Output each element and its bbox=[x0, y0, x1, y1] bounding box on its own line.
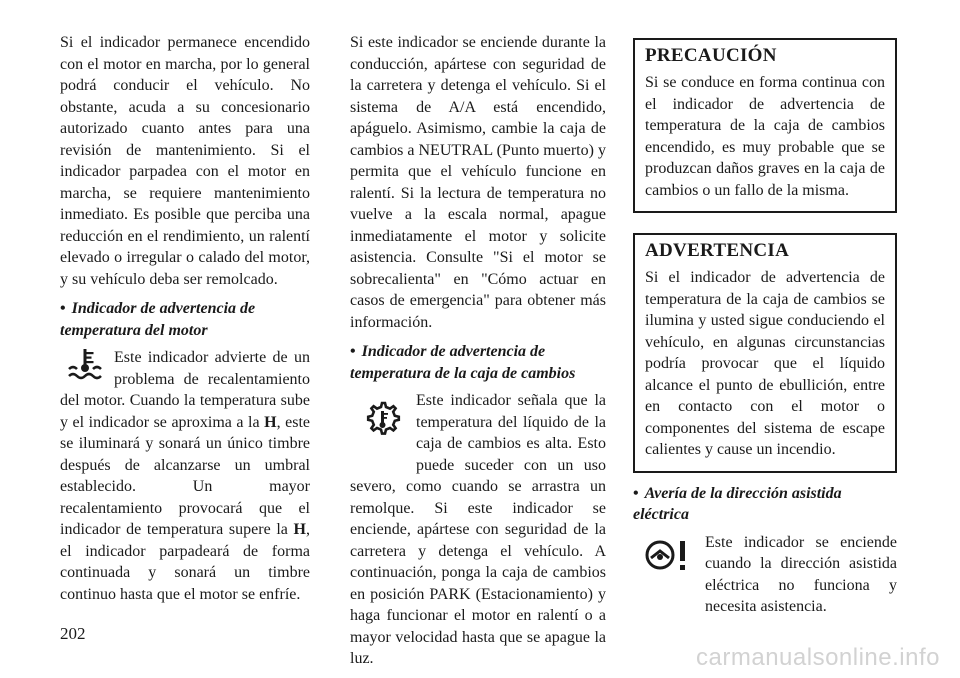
page-number: 202 bbox=[60, 624, 86, 643]
section-heading-power-steering: • Avería de la dirección asistida eléctrica bbox=[633, 484, 842, 523]
engine-coolant-temperature-icon bbox=[60, 347, 110, 387]
warning-box bbox=[633, 233, 897, 473]
steering-wheel-warning-icon bbox=[633, 532, 705, 618]
caution-box bbox=[633, 38, 897, 213]
overheat-paragraph: Si este indicador se enciende durante la conducción, apártese con seguridad de la carretera y detenga el vehículo. Si el sistema de A/A está encendido, apáguelo. Asimismo, cambie la caja de cambios a NEUTRAL (Punto muerto) y permita que el vehículo funcione en ralentí. Si la lectura de temperatura no vuelve a la escala normal, apague inmediatamente el motor y solicite asistencia. Consulte "Si el motor se sobrecalienta" en "Cómo actuar en casos de emergencia" para obtener más información. bbox=[350, 34, 606, 331]
power-steering-body: Este indicador se enciende cuando la dirección asistida eléctrica no funciona y necesita asistencia. bbox=[705, 533, 897, 615]
transmission-temp-block bbox=[350, 390, 606, 670]
intro-paragraph: Si el indicador permanece encendido con el motor en marcha, por lo general podrá conducir el vehículo. No obstante, acuda a su concesionario autorizado cuanto antes para una revisión de mantenimiento. Si el indicador parpadea con el motor en marcha, se requiere mantenimiento inmediato. Es posible que perciba una reducción en el rendimiento, un ralentí elevado o irregular o calado del motor, y su vehículo deba ser remolcado. bbox=[60, 34, 310, 288]
column-left bbox=[60, 32, 310, 605]
column-right bbox=[633, 38, 897, 618]
caution-title: PRECAUCIÓN bbox=[645, 45, 777, 66]
section-heading-engine-temp: • Indicador de advertencia de temperatura del motor bbox=[60, 300, 256, 339]
engine-temp-body-c: , el indicador parpadeará de forma continuada y sonará un timbre continuo hasta que el motor se enfríe. bbox=[60, 521, 310, 603]
bullet-icon: • bbox=[633, 484, 639, 502]
engine-temp-row bbox=[60, 347, 310, 605]
transmission-temperature-icon bbox=[350, 390, 416, 476]
power-steering-row bbox=[633, 532, 897, 618]
caution-body: Si se conduce en forma continua con el indicador de advertencia de temperatura de la caja de cambios encendido, es muy probable que se produzcan daños graves en la caja de cambios o un fallo de la misma. bbox=[645, 74, 885, 199]
warning-body: Si el indicador de advertencia de temperatura de la caja de cambios se ilumina y usted sigue conduciendo el vehículo, en algunas circunstancias podría provocar que el líquido alcance el punto de ebullición, entre en contacto con el motor o componentes del sistema de escape calientes y cause un incendio. bbox=[645, 269, 885, 458]
temp-high-mark-2: H bbox=[293, 521, 306, 538]
bullet-icon: • bbox=[60, 300, 66, 317]
column-middle bbox=[350, 32, 606, 678]
bullet-icon: • bbox=[350, 343, 356, 360]
warning-title: ADVERTENCIA bbox=[645, 240, 790, 261]
temp-high-mark-1: H bbox=[264, 413, 277, 431]
engine-temp-body-start bbox=[60, 349, 310, 603]
engine-temp-body-a: Este indicador advierte de un problema de recalentamiento del motor. Cuando la temperatura sube y el indicador se aproxima a la bbox=[60, 349, 310, 431]
transmission-temp-body: Este indicador señala que la temperatura del líquido de la caja de cambios es alta. Esto puede suceder con un uso severo, como cuando se arrastra un remolque. Si este indicador se enciende, apártese con seguridad de la carretera y detenga el vehículo. A continuación, ponga la caja de cambios en posición PARK (Estacionamiento) y haga funcionar el motor en ralentí o a mayor velocidad hasta que se apague la luz. bbox=[350, 392, 606, 667]
engine-temp-body-b: , este se iluminará y sonará un único timbre después de alcanzarse un umbral establecido. Un mayor recalentamiento provocará que el indicador de temperatura supere la bbox=[60, 413, 311, 538]
section-heading-transmission-temp: • Indicador de advertencia de temperatura de la caja de cambios bbox=[350, 343, 576, 382]
watermark: carmanualsonline.info bbox=[696, 644, 940, 671]
